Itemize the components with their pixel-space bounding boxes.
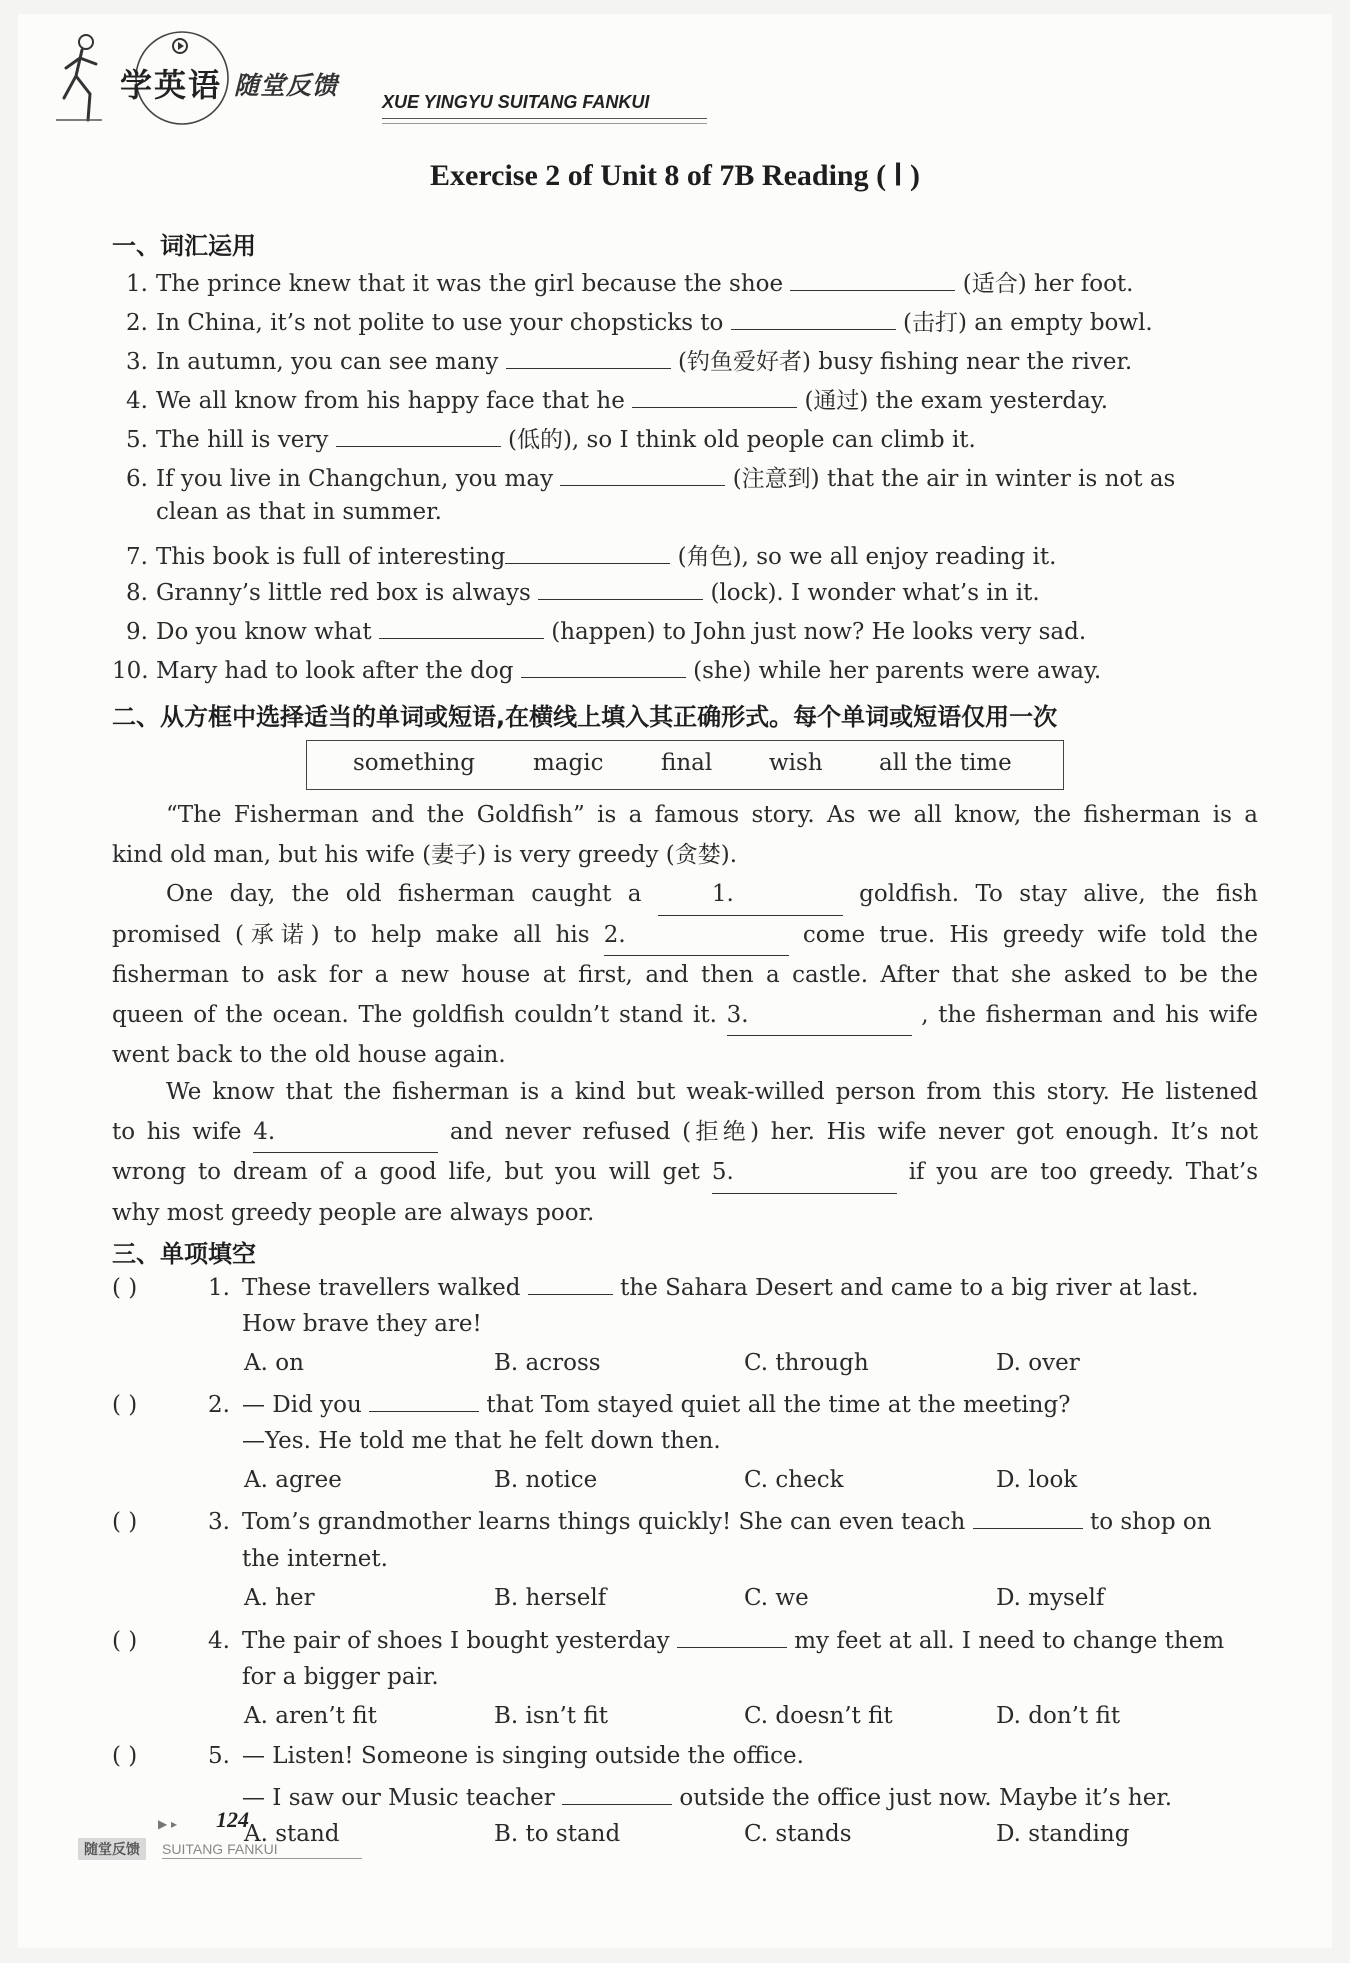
option-d[interactable]: D. over — [996, 1350, 1080, 1376]
mc-question-1: ( ) 1. These travellers walked the Sahara Desert and came to a big river at last. — [112, 1272, 1199, 1301]
passage-blank-1[interactable]: 1. — [658, 875, 843, 916]
header-rule — [382, 118, 707, 119]
passage-blank-4[interactable]: 4. — [253, 1113, 438, 1154]
mc-question-5: ( ) 5. — Listen! Someone is singing outside the office. — [112, 1743, 804, 1769]
passage-paragraph-2: One day, the old fisherman caught a 1. goldfish. To stay alive, the fish promised (承诺) to help make all his 2. come true. His greedy wife told the fisherman to ask for a new house at first, and then a castle. After that she asked to be the queen of the ocean. The goldfish couldn’t stand it. 3. , the fisherman and his wife went back to the old house again. — [112, 875, 1258, 1076]
mc-question-5-line2: — I saw our Music teacher outside the office just now. Maybe it’s her. — [242, 1782, 1172, 1811]
word-box — [306, 740, 1064, 790]
word-box-item: magic — [533, 750, 604, 776]
option-b[interactable]: B. notice — [494, 1467, 598, 1493]
option-d[interactable]: D. look — [996, 1467, 1078, 1493]
answer-parens[interactable]: ( ) — [112, 1628, 138, 1654]
answer-parens[interactable]: ( ) — [112, 1275, 138, 1301]
option-d[interactable]: D. don’t fit — [996, 1703, 1121, 1729]
answer-parens[interactable]: ( ) — [112, 1392, 138, 1418]
vocab-item-6: 6. If you live in Changchun, you may (注意到) that the air in winter is not as — [112, 460, 1175, 493]
vocab-item-2: 2. In China, it’s not polite to use your chopsticks to (击打) an empty bowl. — [112, 304, 1153, 337]
mc-question-3-line2: the internet. — [242, 1546, 388, 1572]
option-d[interactable]: D. myself — [996, 1585, 1105, 1611]
page-number: 124 — [216, 1807, 249, 1832]
answer-blank[interactable] — [538, 577, 703, 600]
answer-blank[interactable] — [379, 616, 544, 639]
option-c[interactable]: C. check — [744, 1467, 844, 1493]
mc-question-1-line2: How brave they are! — [242, 1311, 482, 1337]
vocab-item-7: 7. This book is full of interesting (角色), so we all enjoy reading it. — [112, 538, 1056, 571]
answer-blank[interactable] — [790, 268, 955, 291]
mc-question-4: ( ) 4. The pair of shoes I bought yesterday my feet at all. I need to change them — [112, 1625, 1224, 1654]
answer-blank[interactable] — [369, 1389, 479, 1412]
footer-tag-cn: 随堂反馈 — [78, 1838, 146, 1860]
word-box-item: all the time — [879, 750, 1012, 776]
answer-blank[interactable] — [336, 424, 501, 447]
option-b[interactable]: B. to stand — [494, 1821, 621, 1847]
word-box-item: final — [661, 750, 713, 776]
option-b[interactable]: B. isn’t fit — [494, 1703, 608, 1729]
footer-arrow-icon: ▶ ▸ — [158, 1817, 178, 1831]
answer-blank[interactable] — [505, 541, 670, 564]
runner-logo-icon — [52, 28, 112, 128]
page-title: Exercise 2 of Unit 8 of 7B Reading ( Ⅰ ) — [430, 159, 920, 192]
option-b[interactable]: B. herself — [494, 1585, 607, 1611]
answer-blank[interactable] — [973, 1506, 1083, 1529]
section3-heading: 三、单项填空 — [112, 1240, 256, 1268]
header — [52, 22, 672, 132]
footer-tag-pinyin: SUITANG FANKUI — [162, 1841, 278, 1857]
vocab-item-3: 3. In autumn, you can see many (钓鱼爱好者) busy fishing near the river. — [112, 343, 1132, 376]
vocab-item-6-cont: clean as that in summer. — [156, 499, 442, 525]
header-title: 学英语 — [120, 66, 223, 104]
passage-blank-3[interactable]: 3. — [727, 996, 912, 1037]
header-pinyin: XUE YINGYU SUITANG FANKUI — [382, 92, 650, 112]
option-c[interactable]: C. doesn’t fit — [744, 1703, 893, 1729]
passage-paragraph-3: We know that the fisherman is a kind but weak-willed person from this story. He listened to his wife 4. and never refused (拒绝) her. His wife never got enough. It’s not wrong to dream of a good life, but you will get 5. if you are too greedy. That’s why most greedy people are always poor. — [112, 1079, 1259, 1226]
answer-blank[interactable] — [731, 307, 896, 330]
vocab-item-5: 5. The hill is very (低的), so I think old people can climb it. — [112, 421, 976, 454]
vocab-item-9: 9. Do you know what (happen) to John just now? He looks very sad. — [112, 616, 1086, 645]
answer-blank[interactable] — [560, 463, 725, 486]
option-c[interactable]: C. we — [744, 1585, 809, 1611]
answer-parens[interactable]: ( ) — [112, 1743, 138, 1769]
vocab-item-4: 4. We all know from his happy face that he (通过) the exam yesterday. — [112, 382, 1108, 415]
answer-blank[interactable] — [506, 346, 671, 369]
header-subtitle: 随堂反馈 — [234, 71, 339, 100]
footer-rule — [162, 1858, 362, 1859]
answer-blank[interactable] — [632, 385, 797, 408]
word-box-item: something — [353, 750, 476, 776]
header-rule-2 — [382, 123, 707, 124]
option-a[interactable]: A. aren’t fit — [244, 1703, 377, 1729]
option-a[interactable]: A. stand — [244, 1821, 340, 1847]
answer-blank[interactable] — [562, 1782, 672, 1805]
vocab-item-8: 8. Granny’s little red box is always (lock). I wonder what’s in it. — [112, 577, 1040, 606]
section1-heading: 一、词汇运用 — [112, 232, 256, 260]
option-c[interactable]: C. stands — [744, 1821, 852, 1847]
mc-question-3: ( ) 3. Tom’s grandmother learns things quickly! She can even teach to shop on — [112, 1506, 1212, 1535]
section2-heading: 二、从方框中选择适当的单词或短语,在横线上填入其正确形式。每个单词或短语仅用一次 — [112, 703, 1058, 731]
vocab-item-1: 1. The prince knew that it was the girl because the shoe (适合) her foot. — [112, 265, 1133, 298]
answer-parens[interactable]: ( ) — [112, 1509, 138, 1535]
option-c[interactable]: C. through — [744, 1350, 869, 1376]
mc-question-2: ( ) 2. — Did you that Tom stayed quiet all the time at the meeting? — [112, 1389, 1071, 1418]
answer-blank[interactable] — [677, 1625, 787, 1648]
answer-blank[interactable] — [521, 655, 686, 678]
option-a[interactable]: A. on — [244, 1350, 304, 1376]
mc-question-2-line2: —Yes. He told me that he felt down then. — [242, 1428, 721, 1454]
passage-blank-5[interactable]: 5. — [712, 1153, 897, 1194]
footer-tag — [78, 1838, 288, 1860]
word-box-item: wish — [769, 750, 823, 776]
option-a[interactable]: A. her — [244, 1585, 315, 1611]
option-a[interactable]: A. agree — [244, 1467, 342, 1493]
passage-paragraph-1: “The Fisherman and the Goldfish” is a famous story. As we all know, the fisherman is a kind old man, but his wife (妻子) is very greedy (贪婪). — [112, 802, 1258, 868]
vocab-item-10: 10. Mary had to look after the dog (she) while her parents were away. — [112, 655, 1101, 684]
answer-blank[interactable] — [528, 1272, 613, 1295]
mc-question-4-line2: for a bigger pair. — [242, 1664, 439, 1690]
option-d[interactable]: D. standing — [996, 1821, 1130, 1847]
option-b[interactable]: B. across — [494, 1350, 601, 1376]
passage-blank-2[interactable]: 2. — [604, 916, 789, 957]
